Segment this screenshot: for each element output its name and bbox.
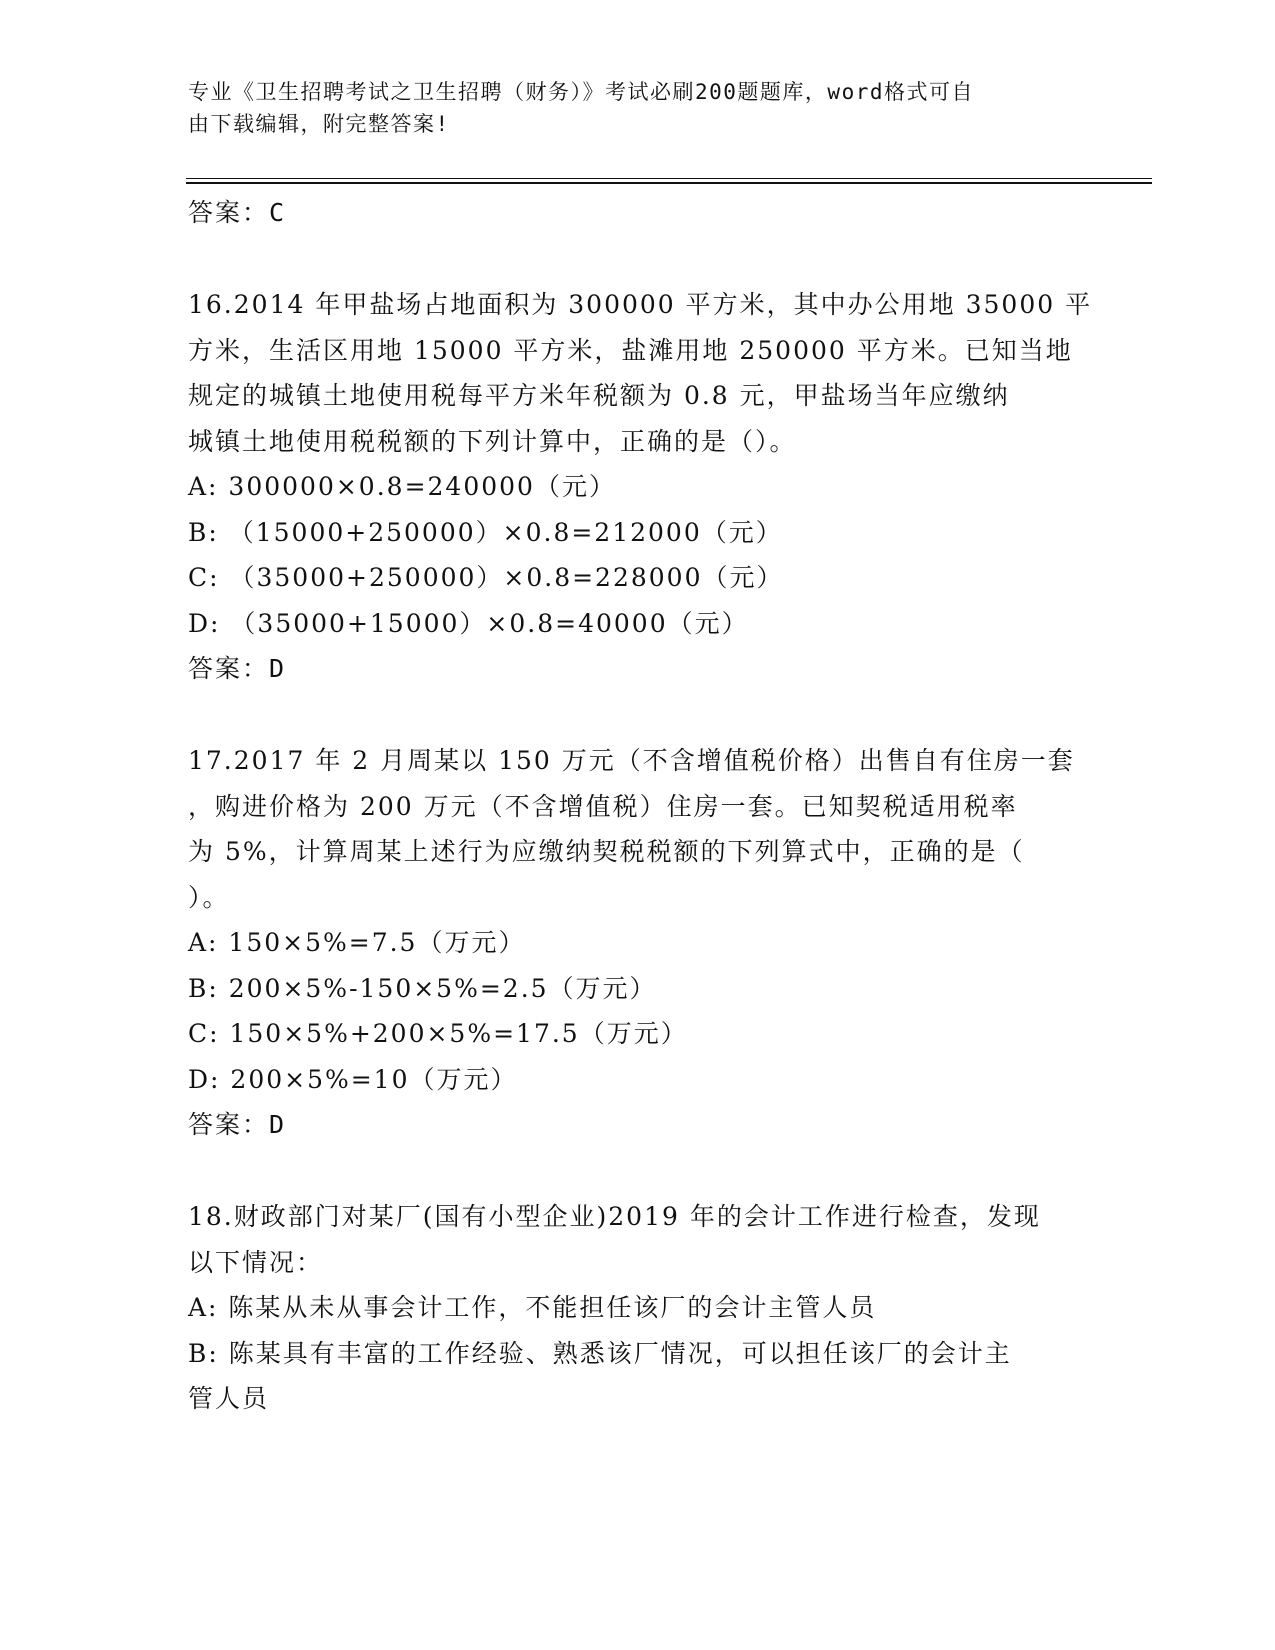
- question-stem-line: 规定的城镇土地使用税每平方米年税额为 0.8 元，甲盐场当年应缴纳: [188, 381, 1010, 410]
- answer-text: 答案：D: [188, 654, 287, 683]
- question-stem-line: ，购进价格为 200 万元（不含增值税）住房一套。已知契税适用税率: [188, 791, 1018, 821]
- question-17: [188, 738, 1088, 1148]
- question-stem-line: 17.2017 年 2 月周某以 150 万元（不含增值税价格）出售自有住房一套: [188, 746, 1075, 775]
- option-a: A: 150×5%=7.5（万元）: [188, 928, 526, 957]
- question-stem-line: 城镇土地使用税税额的下列计算中，正确的是（）。: [188, 426, 797, 456]
- question-stem-line: 18.财政部门对某厂(国有小型企业)2019 年的会计工作进行检查，发现: [188, 1202, 1041, 1231]
- option-c: C: 150×5%+200×5%=17.5（万元）: [188, 1019, 688, 1048]
- option-c: C: （35000+250000）×0.8=228000（元）: [188, 563, 784, 592]
- option-b: B: 200×5%-150×5%=2.5（万元）: [188, 973, 657, 1003]
- option-d: D: 200×5%=10（万元）: [188, 1064, 518, 1094]
- question-stem-line: 方米，生活区用地 15000 平方米，盐滩用地 250000 平方米。已知当地: [188, 335, 1073, 365]
- question-stem-line: 为 5%，计算周某上述行为应缴纳契税税额的下列算式中，正确的是（: [188, 837, 1025, 866]
- question-18: [188, 1194, 1088, 1422]
- header-line: 专业《卫生招聘考试之卫生招聘（财务）》考试必刷200题题库，word格式可自: [188, 80, 974, 104]
- question-16: [188, 282, 1093, 692]
- question-stem-line: ）。: [188, 882, 230, 912]
- option-d: D: （35000+15000）×0.8=40000（元）: [188, 608, 749, 638]
- option-b-continued: 管人员: [188, 1384, 270, 1413]
- answer-text: 答案：D: [188, 1110, 287, 1139]
- page-header: [188, 76, 1068, 140]
- header-divider-thick: [186, 182, 1152, 184]
- question-stem-line: 16.2014 年甲盐场占地面积为 300000 平方米，其中办公用地 35000 平: [188, 290, 1093, 319]
- option-a: A: 陈某从未从事会计工作，不能担任该厂的会计主管人员: [188, 1293, 877, 1322]
- question-stem-line: 以下情况：: [188, 1247, 324, 1277]
- option-b: B: 陈某具有丰富的工作经验、熟悉该厂情况，可以担任该厂的会计主: [188, 1338, 1012, 1368]
- header-line: 由下载编辑，附完整答案!: [188, 112, 450, 136]
- option-a: A: 300000×0.8=240000（元）: [188, 472, 616, 501]
- option-b: B: （15000+250000）×0.8=212000（元）: [188, 517, 783, 547]
- question-list: [188, 190, 1093, 1422]
- answer-text: 答案：C: [188, 198, 287, 227]
- header-divider-thin: [186, 178, 1152, 179]
